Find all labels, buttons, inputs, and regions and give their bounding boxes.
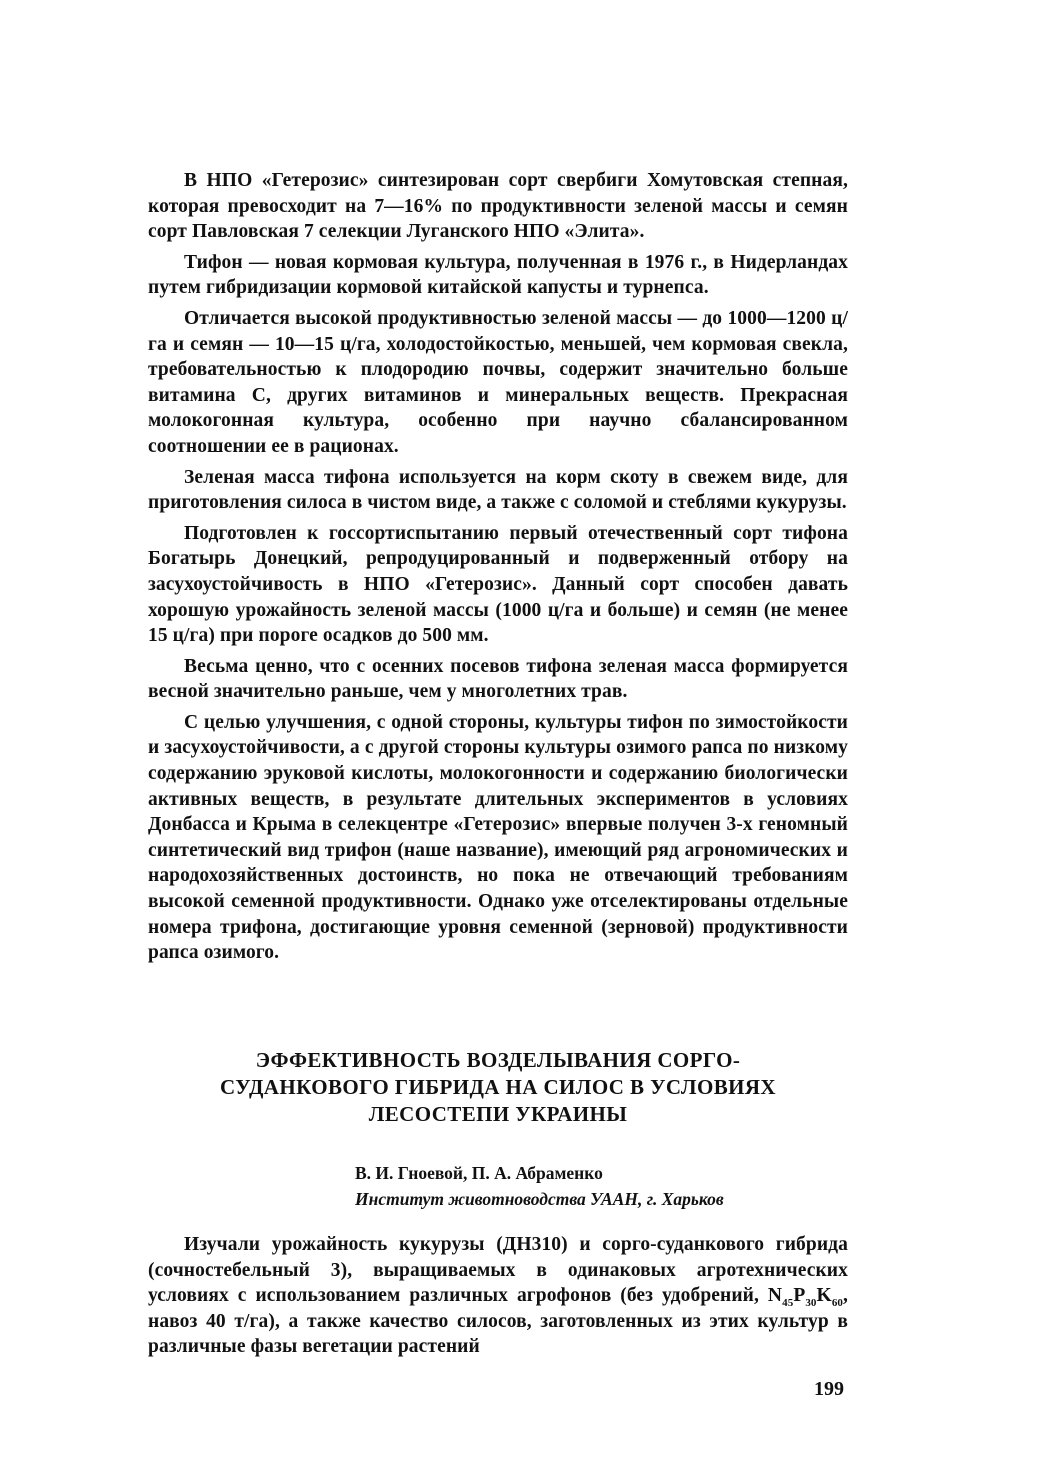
formula-k: K xyxy=(816,1285,832,1307)
article-body-bottom xyxy=(148,1232,848,1360)
formula-k-subscript: 60 xyxy=(831,1297,844,1310)
formula-p: P xyxy=(793,1285,806,1307)
article-body-top xyxy=(148,168,848,971)
authors-block xyxy=(355,1160,724,1212)
paragraph: Отличается высокой продуктивностью зеленой массы — до 1000—1200 ц/га и семян — 10—15 ц/га, холодостойкостью, меньшей, чем кормовая свекла, требовательностью к плодородию почвы, содержит значительно больше витамина С, других витаминов и минеральных веществ. Прекрасная молокогонная культура, особенно при научно сбалансированном соотношении ее в рационах. xyxy=(148,307,848,457)
formula-p-subscript: 30 xyxy=(805,1297,817,1310)
paragraph-text-end: , навоз 40 т/га), а также качество силосов, заготовленных из этих культур в различные фазы вегетации растений xyxy=(148,1285,848,1358)
formula-n: N xyxy=(767,1285,783,1307)
article-title-line-3: ЛЕСОСТЕПИ УКРАИНЫ xyxy=(368,1102,628,1126)
paragraph xyxy=(148,1232,848,1360)
paragraph: Зеленая масса тифона используется на корм скоту в свежем виде, для приготовления силоса в чистом виде, а также с соломой и стеблями кукурузы. xyxy=(148,466,848,514)
paragraph: Весьма ценно, что с осенних посевов тифона зеленая масса формируется весной значительно раньше, чем у многолетних трав. xyxy=(148,655,848,703)
paragraph: В НПО «Гетерозис» синтезирован сорт свербиги Хомутовская степная, которая превосходит на 7—16% по продуктивности зеленой массы и семян сорт Павловская 7 селекции Луганского НПО «Элита». xyxy=(148,170,848,243)
author-names: В. И. Гноевой, П. А. Абраменко xyxy=(355,1163,603,1183)
article-title xyxy=(148,1047,848,1128)
page-number: 199 xyxy=(814,1378,844,1400)
article-title-line-2: СУДАНКОВОГО ГИБРИДА НА СИЛОС В УСЛОВИЯХ xyxy=(219,1075,776,1099)
author-institution: Институт животноводства УААН, г. Харьков xyxy=(355,1189,724,1209)
article-title-line-1: ЭФФЕКТИВНОСТЬ ВОЗДЕЛЫВАНИЯ СОРГО- xyxy=(255,1048,741,1072)
paragraph-text-start: Изучали урожайность кукурузы (ДН310) и сорго-суданкового гибрида (сочностебельный 3), выращиваемых в одинаковых агротехнических условиях с использованием различных агрофонов (без удобрений, xyxy=(148,1234,848,1307)
paragraph: С целью улучшения, с одной стороны, культуры тифон по зимостойкости и засухоустойчивости, а с другой стороны культуры озимого рапса по низкому содержанию эруковой кислоты, молокогонности и содержанию биологически активных веществ, в результате длительных экспериментов в условиях Донбасса и Крыма в селекцентре «Гетерозис» впервые получен 3-х геномный синтетический вид трифон (наше название), имеющий ряд агрономических и народохозяйственных достоинств, но пока не отвечающий требованиям высокой семенной продуктивности. Однако уже отселектированы отдельные номера трифона, достигающие уровня семенной (зерновой) продуктивности рапса озимого. xyxy=(148,711,848,964)
formula-n-subscript: 45 xyxy=(782,1297,794,1310)
paragraph: Подготовлен к госсортиспытанию первый отечественный сорт тифона Богатырь Донецкий, репродуцированный и подверженный отбору на засухоустойчивость в НПО «Гетерозис». Данный сорт способен давать хорошую урожайность зеленой массы (1000 ц/га и больше) и семян (не менее 15 ц/га) при пороге осадков до 500 мм. xyxy=(148,522,848,647)
paragraph: Тифон — новая кормовая культура, полученная в 1976 г., в Нидерландах путем гибридизации кормовой китайской капусты и турнепса. xyxy=(148,251,848,299)
